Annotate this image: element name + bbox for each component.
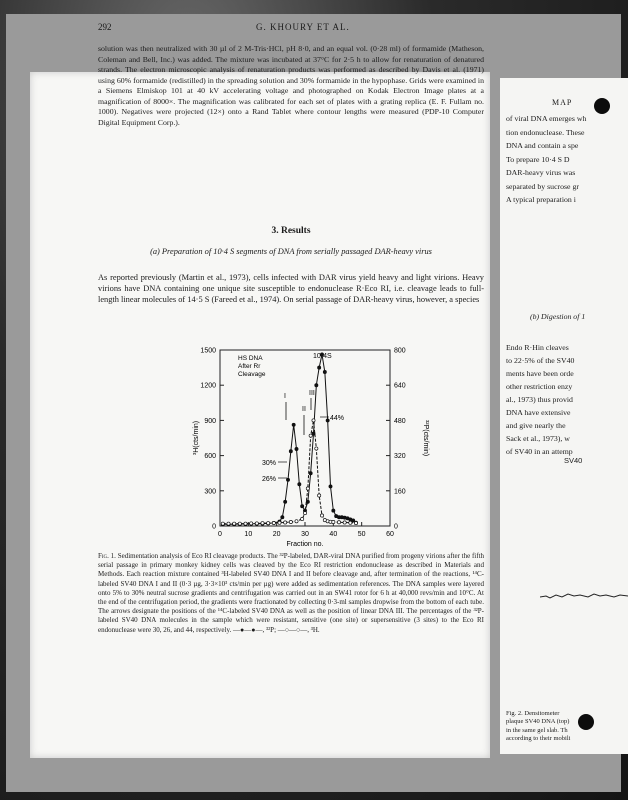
running-head: G. KHOURY ET AL.: [256, 22, 350, 32]
data-point: [255, 522, 258, 525]
data-point: [272, 521, 275, 524]
subsection-title: (a) Preparation of 10·4 S segments of DNA from serially passaged DAR-heavy virus: [150, 247, 432, 256]
right-page-line: of SV40 in an attemp: [506, 447, 573, 456]
densitometer-trace: [540, 583, 628, 603]
sedimentation-chart: [190, 340, 430, 560]
right-page-line: Endo R·Hin cleaves: [506, 343, 569, 352]
y-left-tick-label: 600: [204, 453, 216, 461]
data-point: [309, 472, 312, 475]
data-point: [332, 520, 335, 523]
y-right-tick-label: 160: [394, 488, 406, 496]
results-paragraph: As reported previously (Martin et al., 1973), cells infected with DAR virus yield heavy and light virions. Heavy virions have DNA containing one unique site susceptible to endonuclease R·Eco RI, i.e. cleavage leads to full-length linear molecules of 14·5 S (Fareed et al., 1974). On serial passage of DAR-heavy virus, however, a species: [98, 273, 484, 304]
data-point: [233, 522, 236, 525]
chart-annotation: III: [309, 390, 315, 397]
right-page-line: other restriction enzy: [506, 382, 573, 391]
right-page-line: DAR-heavy virus was: [506, 168, 576, 177]
right-page-line: ments have been orde: [506, 369, 574, 378]
x-tick-label: 10: [244, 531, 253, 538]
data-point: [343, 521, 346, 524]
y-right-tick-label: 320: [394, 453, 406, 461]
x-tick-label: 50: [357, 531, 366, 538]
data-point: [337, 521, 340, 524]
y-left-tick-label: 300: [204, 488, 216, 496]
punch-hole: [594, 98, 610, 114]
right-subsection: (b) Digestion of 1: [530, 312, 586, 321]
page-number: 292: [98, 22, 112, 32]
chart-plot: [221, 353, 357, 526]
punch-hole: [578, 714, 594, 730]
data-point: [301, 517, 304, 520]
right-page-line: To prepare 10·4 S D: [506, 154, 570, 164]
data-point: [320, 514, 323, 517]
right-caption-line: according to their mobili: [506, 735, 571, 743]
data-point: [289, 450, 292, 453]
right-page-line: DNA and contain a spe: [506, 141, 579, 150]
right-page-line: tion endonuclease. These: [506, 127, 585, 137]
data-point: [318, 366, 321, 369]
data-point: [292, 423, 295, 426]
data-point: [250, 522, 253, 525]
data-point: [352, 519, 355, 522]
x-tick-label: 0: [218, 531, 222, 538]
y-left-axis-label: ³H(cts/min): [193, 420, 200, 456]
data-point: [267, 522, 270, 525]
x-tick-label: 20: [272, 531, 281, 538]
data-point: [227, 522, 230, 525]
chart-annotation: I: [284, 393, 286, 400]
data-point: [281, 516, 284, 519]
data-point: [306, 500, 309, 503]
data-point: [301, 505, 304, 508]
figure-caption: [98, 552, 484, 635]
data-point: [284, 500, 287, 503]
section-title: 3. Results: [271, 226, 311, 236]
inset-label-line: HS DNA: [238, 355, 263, 362]
series-line: [223, 354, 356, 524]
right-caption-line: in the same gel slab. Th: [506, 726, 568, 734]
caption-lead: Fig. 1.: [98, 552, 116, 560]
chart-axes: [193, 348, 429, 549]
right-page-line: and give nearly the: [506, 421, 566, 430]
data-point: [261, 522, 264, 525]
data-point: [318, 494, 321, 497]
data-point: [289, 520, 292, 523]
chart-annotation: II: [302, 406, 306, 413]
right-page-line: al., 1973) thus provid: [506, 395, 573, 404]
data-point: [278, 521, 281, 524]
y-left-tick-label: 1200: [200, 382, 216, 390]
data-point: [221, 522, 224, 525]
y-left-tick-label: 1500: [200, 347, 216, 355]
data-point: [326, 419, 329, 422]
data-point: [295, 447, 298, 450]
data-point: [303, 511, 306, 514]
data-point: [315, 447, 318, 450]
right-page: [500, 78, 628, 754]
series-line: [223, 420, 356, 523]
y-right-axis-label: ³²P(cts/min): [422, 419, 429, 457]
data-point: [238, 522, 241, 525]
right-page-line: to 22·5% of the SV40: [506, 356, 575, 365]
y-right-tick-label: 480: [394, 417, 406, 425]
chart-annotation: 44%: [330, 415, 345, 422]
data-point: [309, 434, 312, 437]
data-point: [284, 521, 287, 524]
chart-annotation: 10·4S: [313, 353, 332, 360]
y-right-tick-label: 800: [394, 347, 406, 355]
x-axis-label: Fraction no.: [286, 541, 324, 548]
data-point: [323, 370, 326, 373]
right-caption-line: Fig. 2. Densitometer: [506, 710, 560, 717]
y-right-tick-label: 640: [394, 382, 406, 390]
data-point: [329, 485, 332, 488]
right-figure-caption: [506, 710, 570, 744]
right-page-line: of viral DNA emerges wh: [506, 114, 587, 123]
data-point: [354, 521, 357, 524]
data-point: [332, 509, 335, 512]
inset-label-line: After Rr: [238, 363, 261, 370]
right-page-line: DNA have extensive: [506, 408, 571, 417]
methods-paragraph: solution was then neutralized with 30 µl of 2 M-Tris·HCl, pH 8·0, and an equal vol. (0·28 ml) of formamide (Matheson, Coleman and Bell, Inc.) was added. The mixture was incubated at 37°C for 2·5 h to allow for renaturation of denatured strands. The electron microscopic analysis of renaturation products was performed as described by Davis et al. (1971) using 60% formamide (redistilled) in the spreading solution and 30% formamide in the hypophase. Grids were examined in a Siemens Elmiskop 101 at 40 kV accelerating voltage and photographed on Kodak Electron Image plates at a magnification of 8000×. The magnification was calibrated for each set of plates with a grating replica (E. F. Fullam no. 1000). Negatives were projected (12×) onto a Rand Tablet where contour lengths were measured (PDP-10 Computer Digital Equipment Corp.).: [98, 44, 484, 127]
right-caption-line: plaque SV40 DNA (top): [506, 718, 570, 726]
right-page-line: A typical preparation i: [506, 195, 576, 204]
data-point: [298, 483, 301, 486]
data-point: [312, 419, 315, 422]
x-tick-label: 40: [329, 531, 338, 538]
gel-label: SV40: [564, 456, 583, 465]
x-tick-label: 30: [301, 531, 309, 538]
y-left-tick-label: 900: [204, 417, 216, 425]
chart-annotation: 26%: [262, 476, 277, 483]
y-right-tick-label: 0: [394, 523, 398, 531]
data-point: [306, 487, 309, 490]
right-page-line: Sack et al., 1973), w: [506, 434, 570, 443]
data-point: [349, 521, 352, 524]
caption-text: Sedimentation analysis of Eco RI cleavage products. The ³²P-labeled, DAR-viral DNA purified from progeny virions after the fifth serial passage in primary monkey kidney cells was cleaved by the Eco RI restriction endonuclease as described in Materials and Methods. Each reaction mixture contained ³H-labeled SV40 DNA I and II before cleavage and, after termination of the reactions, ¹⁴C-labeled SV40 DNA I and II (0·3 µg, 3·3×10³ cts/min per µg) were added as sedimentation references. The DNA samples were layered onto 5% to 30% neutral sucrose gradients and centrifugation was carried out in an SW41 rotor for 6 h at 40,000 revs/min and 10°C. At the end of the centrifugation period, the gradients were fractionated by collecting 0·3-ml samples dropwise from the bottom of each tube. The arrows designate the positions of the ¹⁴C-labeled SV40 DNA as well as the position of linear DNA III. The percentages of the ³²P-labeled SV40 DNA molecules in the sample which were resistant, sensitive (one site) or supersensitive (3 sites) to the Eco RI endonuclease were 30, 26, and 44, respectively. —●—●—, ³²P; —○—○—, ³H.: [98, 552, 485, 634]
data-point: [244, 522, 247, 525]
right-running-head: MAP: [552, 98, 573, 107]
data-point: [286, 478, 289, 481]
data-point: [315, 384, 318, 387]
y-left-tick-label: 0: [212, 523, 216, 531]
data-point: [295, 520, 298, 523]
x-tick-label: 60: [386, 531, 394, 538]
inset-label-line: Cleavage: [238, 371, 266, 378]
chart-annotation: 30%: [262, 460, 277, 467]
right-page-line: separated by sucrose gr: [506, 181, 579, 191]
